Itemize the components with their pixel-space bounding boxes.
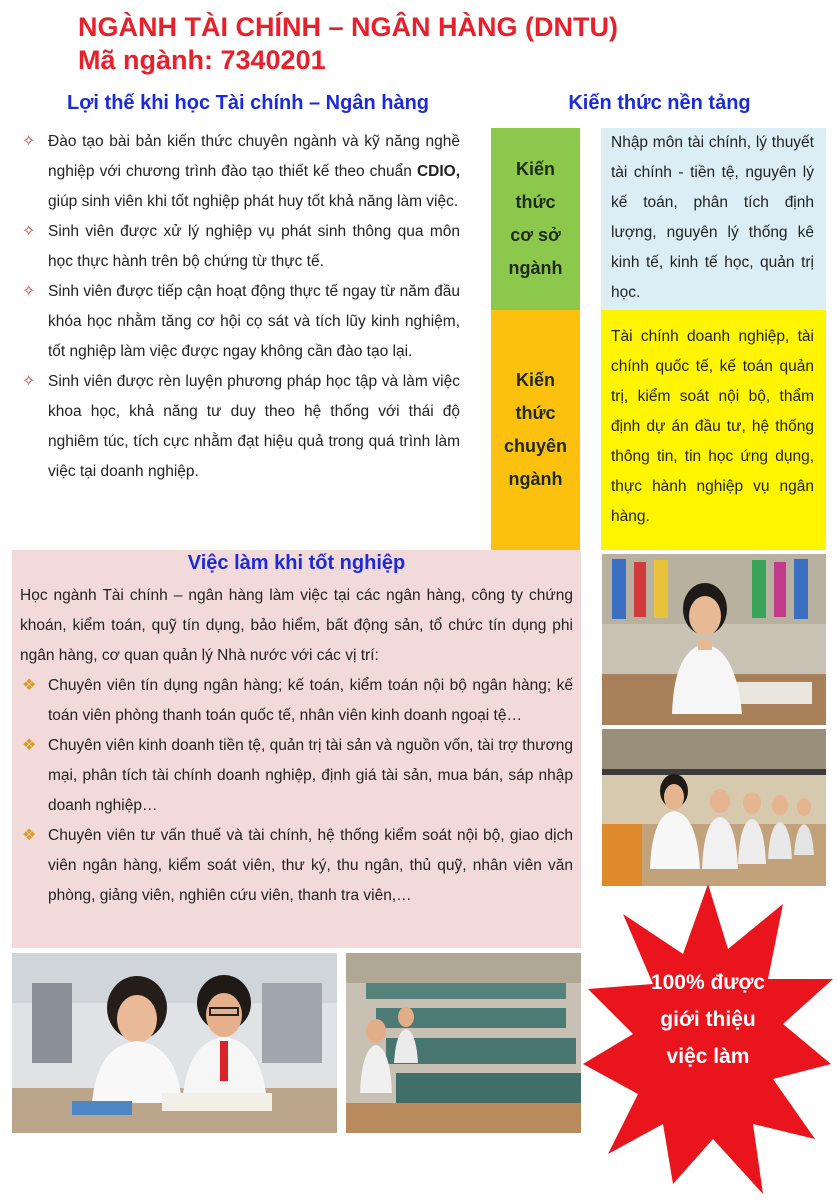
major-label-word: ngành [508, 469, 563, 489]
base-knowledge-label [491, 128, 580, 310]
diamond-bullet-icon: ❖ [22, 827, 37, 844]
major-label-word: chuyên [503, 436, 568, 456]
jobs-section [12, 550, 581, 948]
advantage-item [20, 277, 460, 367]
major-knowledge-description: Tài chính doanh nghiệp, tài chính quốc tế, kế toán quản trị, kiểm soát nội bộ, thẩm định dự án đầu tư, hệ thống thông tin, tin học ứng dụng, thực hành nghiệp vụ ngân hàng. [601, 310, 826, 550]
burst-line-3: việc làm [666, 1045, 750, 1068]
major-knowledge-label [491, 310, 580, 550]
base-label-word: cơ sở [510, 225, 561, 245]
advantage-text: Sinh viên được tiếp cận hoạt động thực tế ngay từ năm đầu khóa học nhằm tăng cơ hội cọ sát và tích lũy kinh nghiệm, tốt nghiệp làm việc được ngay không cần đào tạo lại. [48, 283, 460, 360]
job-text: Chuyên viên tín dụng ngân hàng; kế toán, kiểm toán nội bộ ngân hàng; kế toán viên phòng thanh toán quốc tế, nhân viên kinh doanh ngoại tệ… [48, 677, 573, 724]
job-item [20, 731, 573, 821]
base-knowledge-description: Nhập môn tài chính, lý thuyết tài chính - tiền tệ, nguyên lý kế toán, phân tích định lượng, nguyên lý thống kê kinh tế, kinh tế học, quản trị học. [601, 128, 826, 310]
advantage-text-after: giúp sinh viên khi tốt nghiệp phát huy tốt khả năng làm việc. [48, 193, 459, 210]
job-text: Chuyên viên kinh doanh tiền tệ, quản trị tài sản và nguồn vốn, tài trợ thương mại, phân tích tài chính doanh nghiệp, định giá tài sản, mua bán, sáp nhập doanh nghiệp… [48, 737, 573, 814]
diamond-star-icon: ✧ [22, 283, 36, 300]
advantage-item [20, 367, 460, 487]
advantages-heading: Lợi thế khi học Tài chính – Ngân hàng [66, 92, 430, 114]
advantage-bold: CDIO, [416, 163, 460, 180]
burst-line-2: giới thiệu [660, 1008, 756, 1031]
diamond-bullet-icon: ❖ [22, 737, 37, 754]
photo-student-desk [602, 554, 826, 725]
burst-line-1: 100% được [650, 971, 766, 994]
knowledge-heading: Kiến thức nền tảng [568, 92, 751, 114]
photo-students-lab [602, 729, 826, 886]
diamond-star-icon: ✧ [22, 373, 36, 390]
major-label-word: Kiến [515, 370, 555, 390]
jobs-intro: Học ngành Tài chính – ngân hàng làm việc tại các ngân hàng, công ty chứng khoán, kiểm toán, quỹ tín dụng, bảo hiểm, bất động sản, tổ chức tín dụng phi ngân hàng, cơ quan quản lý Nhà nước với các vị trí: [20, 587, 573, 664]
diamond-bullet-icon: ❖ [22, 677, 37, 694]
base-label-word: thức [515, 192, 556, 212]
program-code: Mã ngành: 7340201 [78, 45, 326, 75]
jobs-list [12, 671, 581, 911]
advantage-text: Đào tạo bài bản kiến thức chuyên ngành và kỹ năng nghề nghiệp với chương trình đào tạo thiết kế theo chuẩn [48, 133, 460, 180]
diamond-star-icon: ✧ [22, 223, 36, 240]
major-label-word: thức [515, 403, 556, 423]
job-text: Chuyên viên tư vấn thuế và tài chính, hệ thống kiểm soát nội bộ, giao dịch viên ngân hàng, kiểm soát viên, thư ký, thu ngân, thủ quỹ, nhân viên văn phòng, giảng viên, nghiên cứu viên, thanh tra viên,… [48, 827, 573, 904]
photo-students-reading [12, 953, 337, 1133]
job-item [20, 671, 573, 731]
diamond-star-icon: ✧ [22, 133, 36, 150]
base-label-word: ngành [508, 258, 563, 278]
advantage-item [20, 217, 460, 277]
advantage-text: Sinh viên được xử lý nghiệp vụ phát sinh thông qua môn học thực hành trên bộ chứng từ thực tế. [48, 223, 460, 270]
job-item [20, 821, 573, 911]
base-label-word: Kiến [515, 159, 555, 179]
advantages-list [20, 127, 460, 487]
page-title: NGÀNH TÀI CHÍNH – NGÂN HÀNG (DNTU) [78, 12, 618, 42]
jobs-heading: Việc làm khi tốt nghiệp [187, 552, 406, 574]
advantage-item [20, 127, 460, 217]
advantage-text: Sinh viên được rèn luyện phương pháp học tập và làm việc khoa học, khả năng tư duy theo hệ thống với thái độ nghiêm túc, tích cực nhằm đạt hiệu quả trong quá trình làm việc tại doanh nghiệp. [48, 373, 460, 480]
photo-computer-lab [346, 953, 581, 1133]
placement-burst [583, 884, 833, 1194]
